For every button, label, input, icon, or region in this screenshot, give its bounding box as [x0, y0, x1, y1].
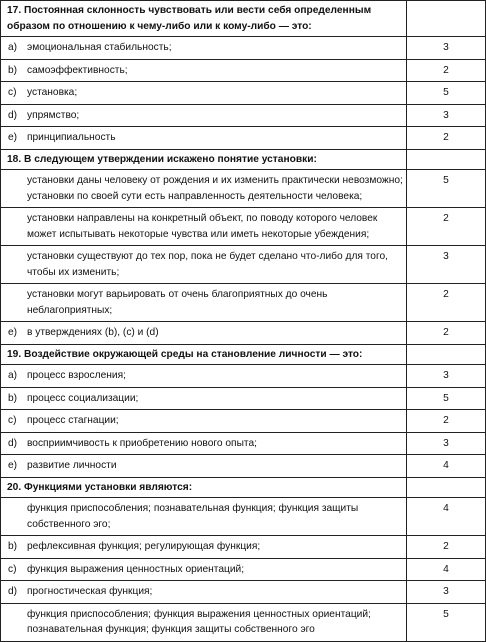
option-letter: e)	[8, 132, 18, 143]
question-row	[1, 149, 486, 170]
option-letter	[8, 607, 27, 623]
option-letter: b)	[8, 541, 18, 552]
answer-option-row	[1, 322, 486, 345]
question-text: Воздействие окружающей среды на становление личности — это:	[24, 348, 363, 360]
answer-option-cell	[1, 246, 407, 284]
question-number: 17.	[7, 5, 22, 16]
option-text: прогностическая функция;	[27, 586, 153, 597]
option-score: 5	[407, 170, 486, 208]
answer-option-row	[1, 455, 486, 478]
question-text: В следующем утверждении искажено понятие установки:	[24, 153, 317, 165]
answer-option-cell	[1, 558, 407, 581]
option-letter: e)	[8, 460, 18, 471]
answer-option-cell	[1, 455, 407, 478]
option-score: 4	[407, 498, 486, 536]
option-score: 5	[407, 387, 486, 410]
option-score: 2	[407, 536, 486, 559]
answer-option-row	[1, 127, 486, 150]
option-score: 5	[407, 82, 486, 105]
option-text: восприимчивость к приобретению нового опыта;	[27, 437, 257, 449]
answer-option-cell	[1, 387, 407, 410]
answer-option-cell	[1, 127, 407, 150]
option-text: процесс стагнации;	[27, 415, 119, 426]
answer-option-cell	[1, 170, 407, 208]
option-text: процесс взросления;	[27, 370, 126, 381]
answer-option-cell	[1, 59, 407, 82]
answer-option-cell	[1, 208, 407, 246]
question-cell	[1, 477, 407, 498]
answer-option-row	[1, 37, 486, 60]
question-text: Функциями установки являются:	[24, 481, 193, 493]
answer-option-cell	[1, 603, 407, 641]
option-text: в утверждениях (b), (c) и (d)	[27, 327, 159, 338]
answer-option-row	[1, 59, 486, 82]
option-letter	[8, 287, 27, 303]
option-score: 3	[407, 432, 486, 455]
option-score: 4	[407, 455, 486, 478]
option-score: 5	[407, 603, 486, 641]
questionnaire-body	[1, 1, 486, 642]
option-text: установки могут варьировать от очень благоприятных до очень неблагоприятных;	[27, 289, 328, 316]
option-text: функция приспособления; функция выражения ценностных ориентаций; познавательная функция; функция защиты собственного эго	[27, 608, 371, 635]
answer-option-row	[1, 387, 486, 410]
option-score: 3	[407, 581, 486, 604]
answer-option-cell	[1, 284, 407, 322]
option-score: 2	[407, 59, 486, 82]
answer-option-row	[1, 558, 486, 581]
answer-option-cell	[1, 322, 407, 345]
option-text: установки существуют до тех пор, пока не будет сделано что-либо для того, чтобы их изменить;	[27, 251, 388, 278]
answer-option-row	[1, 284, 486, 322]
option-letter	[8, 249, 27, 265]
option-score: 3	[407, 246, 486, 284]
option-score: 4	[407, 558, 486, 581]
answer-option-row	[1, 208, 486, 246]
question-text: Постоянная склонность чувствовать или вести себя определенным образом по отношению к чему-либо или к кому-либо — это:	[7, 5, 372, 32]
option-letter: d)	[8, 437, 18, 449]
option-text: установка;	[27, 87, 78, 98]
option-text: установки направлены на конкретный объект, по поводу которого человек может испытывать некоторые чувства или иметь некоторые убеждения;	[27, 213, 378, 240]
option-letter: e)	[8, 327, 18, 338]
answer-option-cell	[1, 104, 407, 127]
answer-option-row	[1, 246, 486, 284]
score-header-cell	[407, 344, 486, 365]
answer-option-cell	[1, 410, 407, 433]
option-score: 3	[407, 37, 486, 60]
answer-option-cell	[1, 536, 407, 559]
option-letter	[8, 501, 27, 517]
question-cell	[1, 1, 407, 37]
question-row	[1, 477, 486, 498]
answer-option-row	[1, 432, 486, 455]
option-score: 2	[407, 284, 486, 322]
score-header-cell	[407, 1, 486, 37]
answer-option-row	[1, 170, 486, 208]
answer-option-cell	[1, 498, 407, 536]
option-letter: c)	[8, 87, 17, 98]
option-letter: a)	[8, 42, 18, 53]
question-number: 18.	[7, 153, 22, 165]
option-text: рефлексивная функция; регулирующая функция;	[27, 541, 261, 552]
option-score: 3	[407, 104, 486, 127]
option-score: 2	[407, 208, 486, 246]
question-cell	[1, 344, 407, 365]
option-letter: c)	[8, 563, 17, 575]
option-letter	[8, 173, 27, 189]
answer-option-cell	[1, 82, 407, 105]
option-letter: d)	[8, 109, 18, 121]
question-number: 20.	[7, 481, 22, 493]
score-header-cell	[407, 149, 486, 170]
option-text: развитие личности	[27, 460, 117, 471]
option-text: эмоциональная стабильность;	[27, 42, 172, 53]
option-score: 2	[407, 322, 486, 345]
answer-option-row	[1, 498, 486, 536]
question-number: 19.	[7, 348, 22, 360]
option-letter: d)	[8, 586, 18, 597]
question-cell	[1, 149, 407, 170]
option-score: 3	[407, 365, 486, 388]
option-letter: b)	[8, 64, 18, 76]
option-letter: b)	[8, 392, 18, 404]
option-text: самоэффективность;	[27, 64, 128, 76]
answer-option-row	[1, 82, 486, 105]
question-row	[1, 344, 486, 365]
option-letter	[8, 211, 27, 227]
option-text: функция выражения ценностных ориентаций;	[27, 563, 245, 575]
option-text: принципиальность	[27, 132, 116, 143]
answer-option-cell	[1, 365, 407, 388]
score-header-cell	[407, 477, 486, 498]
answer-option-row	[1, 581, 486, 604]
option-score: 2	[407, 127, 486, 150]
answer-option-cell	[1, 37, 407, 60]
answer-option-row	[1, 536, 486, 559]
answer-option-cell	[1, 581, 407, 604]
option-score: 2	[407, 410, 486, 433]
answer-option-row	[1, 603, 486, 641]
option-text: упрямство;	[27, 109, 80, 121]
answer-option-cell	[1, 432, 407, 455]
answer-option-row	[1, 410, 486, 433]
option-text: процесс социализации;	[27, 392, 139, 404]
option-text: функция приспособления; познавательная функция; функция защиты собственного эго;	[27, 503, 359, 530]
answer-option-row	[1, 365, 486, 388]
option-text: установки даны человеку от рождения и их изменить практически невозможно; установки по своей сути есть направленность деятельности человека;	[27, 175, 403, 202]
option-letter: a)	[8, 370, 18, 381]
question-row	[1, 1, 486, 37]
option-letter: c)	[8, 415, 17, 426]
answer-option-row	[1, 104, 486, 127]
